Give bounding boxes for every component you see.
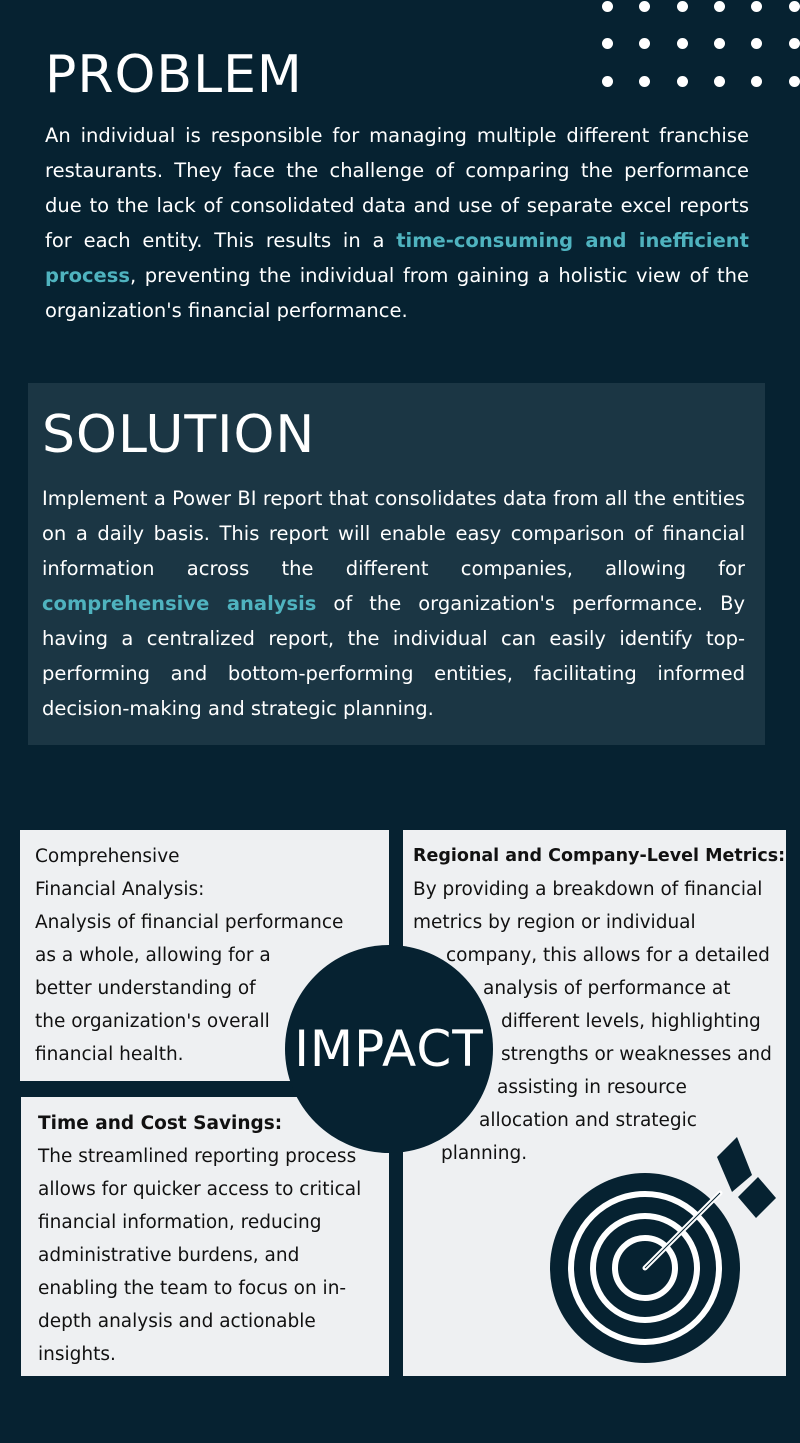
card-body-line: analysis of performance at xyxy=(483,978,731,999)
card-body-line: allows for quicker access to critical xyxy=(38,1179,362,1200)
card-body-line: enabling the team to focus on in- xyxy=(38,1278,347,1299)
card-body-line: Analysis of financial performance xyxy=(35,912,344,933)
solution-title: SOLUTION xyxy=(42,405,316,465)
card-body-line: planning. xyxy=(441,1143,528,1164)
solution-text-end: of the organization's performance. By having a centralized report, the individual can easily identify top-performing and bottom-performing entities, facilitating informed decision-making and strategic planning. xyxy=(42,592,745,720)
dot xyxy=(639,1,650,12)
card-body-line: as a whole, allowing for a xyxy=(35,945,271,966)
dot xyxy=(789,76,800,87)
card-body-line: depth analysis and actionable xyxy=(38,1311,316,1332)
card-body-line: better understanding of xyxy=(35,978,256,999)
problem-title: PROBLEM xyxy=(45,45,303,105)
card-body-line: allocation and strategic xyxy=(479,1110,697,1131)
dot xyxy=(789,1,800,12)
dot xyxy=(714,76,725,87)
dot xyxy=(751,1,762,12)
card-body-line: financial health. xyxy=(35,1044,184,1065)
card-body-line: By providing a breakdown of financial xyxy=(413,879,763,900)
problem-text-end: , preventing the individual from gaining a holistic view of the organization's financial performance. xyxy=(45,264,749,322)
dot xyxy=(751,76,762,87)
dot xyxy=(714,38,725,49)
target-arrow-icon xyxy=(545,1135,785,1365)
solution-highlight: comprehensive analysis xyxy=(42,592,317,615)
card-title-line: Time and Cost Savings: xyxy=(38,1113,283,1134)
dot xyxy=(602,76,613,87)
card-body-line: insights. xyxy=(38,1344,116,1365)
dot xyxy=(639,38,650,49)
card-2-text xyxy=(38,1107,361,1371)
card-title-line: Financial Analysis: xyxy=(35,879,205,900)
card-body-line: assisting in resource xyxy=(497,1077,687,1098)
dot xyxy=(639,76,650,87)
problem-text-start: An individual is responsible for managing multiple different franchise restaurants. They face the challenge of comparing the performance due to the lack of consolidated data and use of separate excel reports for each entity. This results in a xyxy=(45,124,749,252)
dot xyxy=(677,76,688,87)
card-body-line: administrative burdens, and xyxy=(38,1245,300,1266)
dot xyxy=(714,1,725,12)
dot xyxy=(602,1,613,12)
dot xyxy=(602,38,613,49)
card-body-line: strengths or weaknesses and xyxy=(501,1044,772,1065)
solution-text xyxy=(42,481,745,726)
problem-text xyxy=(45,118,749,328)
card-body-line: The streamlined reporting process xyxy=(38,1146,357,1167)
card-body-line: metrics by region or individual xyxy=(413,912,696,933)
card-title-line: Regional and Company-Level Metrics: xyxy=(413,846,786,866)
problem-highlight: time-consuming and inefficient process xyxy=(45,229,749,287)
dot xyxy=(677,38,688,49)
dot xyxy=(677,1,688,12)
dot xyxy=(789,38,800,49)
card-body-line: company, this allows for a detailed xyxy=(446,945,770,966)
dot xyxy=(751,38,762,49)
card-body-line: different levels, highlighting xyxy=(501,1011,761,1032)
impact-label: IMPACT xyxy=(294,1020,484,1078)
dot-grid-decoration xyxy=(598,0,800,100)
solution-text-start: Implement a Power BI report that consolidates data from all the entities on a daily basis. This report will enable easy comparison of financial information across the different companies, allowing for xyxy=(42,487,745,580)
card-body-line: financial information, reducing xyxy=(38,1212,322,1233)
card-body-line: the organization's overall xyxy=(35,1011,270,1032)
card-title-line: Comprehensive xyxy=(35,846,180,867)
